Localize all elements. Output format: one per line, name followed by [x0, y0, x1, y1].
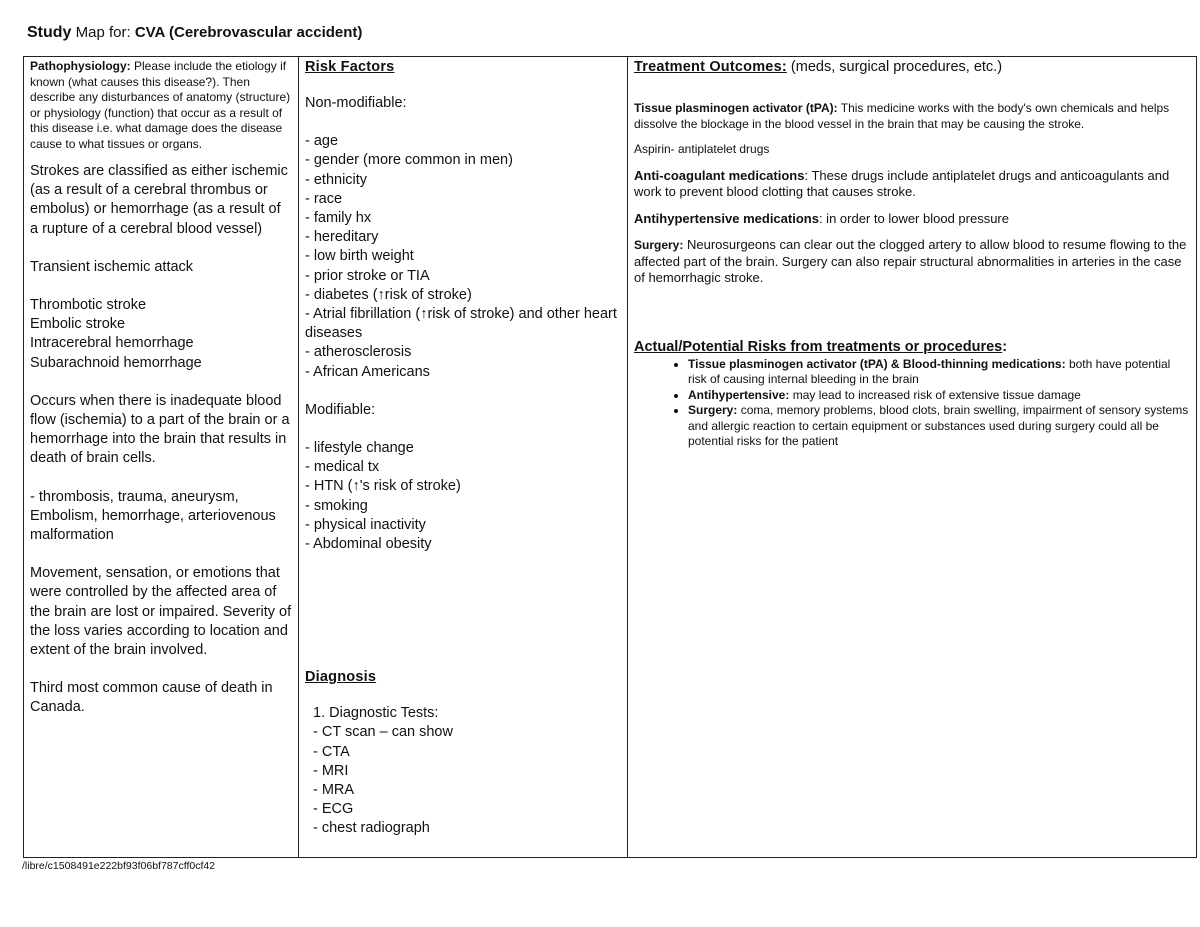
list-item: - African Americans — [305, 363, 430, 380]
list-item: - Atrial fibrillation (↑risk of stroke) and other heart diseases — [305, 306, 617, 342]
antihyper-text: : in order to lower blood pressure — [818, 210, 1009, 226]
list-item: - low birth weight — [305, 248, 414, 265]
list-item — [688, 357, 1190, 388]
risks-list — [634, 357, 1190, 450]
risk-text: coma, memory problems, blood clots, brain swelling, impairment of sensory systems and allergic reaction to certain equipment or substances used during surgery could all be potential risks for the patient — [688, 403, 1189, 448]
list-item: - race — [305, 190, 343, 207]
risks-heading-colon: : — [1002, 338, 1008, 355]
list-item: - smoking — [305, 497, 368, 514]
surgery-label: Surgery: — [634, 238, 684, 252]
list-item: - CTA — [313, 743, 350, 760]
patho-instructions-block — [30, 59, 292, 152]
antihyper-label: Antihypertensive medications — [634, 210, 819, 226]
risks-heading: Actual/Potential Risks from treatments or procedures — [634, 338, 1003, 355]
antihyper-paragraph — [634, 211, 1190, 228]
list-item: - age — [305, 133, 339, 150]
study-map-table — [23, 56, 1197, 858]
risks-heading-line — [634, 339, 1190, 355]
risk-factors-heading: Risk Factors — [305, 59, 395, 75]
risk-factors-cell — [299, 57, 628, 858]
nonmodifiable-label: Non-modifiable: — [305, 95, 407, 111]
risk-text: may lead to increased risk of extensive tissue damage — [792, 387, 1081, 402]
tpa-paragraph — [634, 101, 1190, 132]
patho-occurs: Occurs when there is inadequate blood flow (ischemia) to a part of the brain or a hemorrhage into the brain that results in death of brain cells. — [30, 392, 290, 467]
patho-instructions: Please include the etiology if known (what causes this disease?). Then describe any disturbances of anatomy (structure) or physiology (function) that occur as a result of this disease i.e. what damage does the disease cause to what tissues or organs. — [30, 59, 291, 151]
list-item: - chest radiograph — [313, 820, 430, 837]
risk-label: Antihypertensive: — [688, 387, 790, 402]
list-item: - atherosclerosis — [305, 344, 412, 361]
anticoag-label: Anti-coagulant medications — [634, 167, 805, 183]
list-item: - lifestyle change — [305, 440, 414, 457]
list-item: - CT scan – can show — [313, 724, 453, 741]
tpa-label: Tissue plasminogen activator (tPA): — [634, 101, 838, 115]
patho-types-list — [30, 296, 292, 373]
diagnosis-intro: 1. Diagnostic Tests: — [313, 705, 439, 722]
patho-movement: Movement, sensation, or emotions that were controlled by the affected area of the brain are lost or impaired. Severity of the loss varies according to location and extent of the brain involved. — [30, 565, 292, 659]
title-study: Study — [27, 24, 72, 41]
list-item: - gender (more common in men) — [305, 152, 513, 169]
list-item — [688, 388, 1190, 404]
title-map-for: Map for: — [75, 24, 131, 41]
surgery-paragraph — [634, 237, 1190, 287]
diagnosis-heading: Diagnosis — [305, 669, 377, 686]
document-footer-path: /libre/c1508491e222bf93f06bf787cff0cf42 — [22, 860, 216, 872]
anticoag-paragraph — [634, 168, 1190, 201]
list-item: - hereditary — [305, 229, 379, 246]
patho-heading: Pathophysiology: — [30, 59, 131, 73]
list-item: - diabetes (↑risk of stroke) — [305, 286, 472, 303]
list-item: - physical inactivity — [305, 516, 426, 533]
tpa-text: This medicine works with the body's own chemicals and helps dissolve the blockage in the blood vessel in the brain that may be causing the stroke. — [634, 101, 1170, 131]
anticoag-text: : These drugs include antiplatelet drugs and anticoagulants and work to prevent blood clotting that causes stroke. — [634, 167, 1170, 199]
risk-text: both have potential risk of causing internal bleeding in the brain — [688, 356, 1171, 386]
patho-causes: - thrombosis, trauma, aneurysm, Embolism, hemorrhage, arteriovenous malformation — [30, 488, 276, 544]
patho-classification: Strokes are classified as either ischemic (as a result of a cerebral thrombus or embolus) or hemorrhage (as a result of a rupture of a cerebral blood vessel) — [30, 163, 288, 237]
treatment-heading-line — [634, 59, 1190, 75]
patho-type: Embolic stroke — [30, 316, 126, 333]
list-item: - Abdominal obesity — [305, 536, 432, 553]
modifiable-list — [305, 439, 621, 554]
list-item: - prior stroke or TIA — [305, 267, 430, 284]
surgery-text: Neurosurgeons can clear out the clogged artery to allow blood to resume flowing to the affected part of the brain. Surgery can also repair structural abnormalities in arteries in the case of hemorrhagic stroke. — [634, 237, 1187, 285]
treatment-heading: Treatment Outcomes: — [634, 59, 787, 75]
risk-label: Surgery: — [688, 403, 738, 417]
list-item: - MRA — [313, 782, 355, 799]
risk-label: Tissue plasminogen activator (tPA) & Blood-thinning medications: — [688, 356, 1066, 371]
treatment-heading-note: (meds, surgical procedures, etc.) — [790, 59, 1003, 75]
list-item: - family hx — [305, 210, 372, 227]
list-item: - ECG — [313, 801, 354, 818]
patho-type: Subarachnoid hemorrhage — [30, 354, 202, 371]
patho-type: Intracerebral hemorrhage — [30, 335, 194, 352]
list-item: - HTN (↑'s risk of stroke) — [305, 478, 461, 495]
diagnosis-list — [305, 704, 621, 838]
modifiable-label: Modifiable: — [305, 401, 376, 418]
list-item: - ethnicity — [305, 171, 368, 188]
nonmodifiable-list — [305, 132, 621, 382]
list-item: - MRI — [313, 762, 349, 779]
list-item — [688, 403, 1190, 450]
pathophysiology-cell — [24, 57, 299, 858]
patho-tia: Transient ischemic attack — [30, 258, 194, 275]
patho-third: Third most common cause of death in Canada. — [30, 680, 273, 716]
treatment-cell — [628, 57, 1197, 858]
page-title — [27, 24, 362, 42]
patho-type: Thrombotic stroke — [30, 297, 147, 314]
list-item: - medical tx — [305, 459, 380, 476]
title-topic: CVA (Cerebrovascular accident) — [134, 24, 363, 41]
aspirin-line: Aspirin- antiplatelet drugs — [634, 142, 770, 156]
